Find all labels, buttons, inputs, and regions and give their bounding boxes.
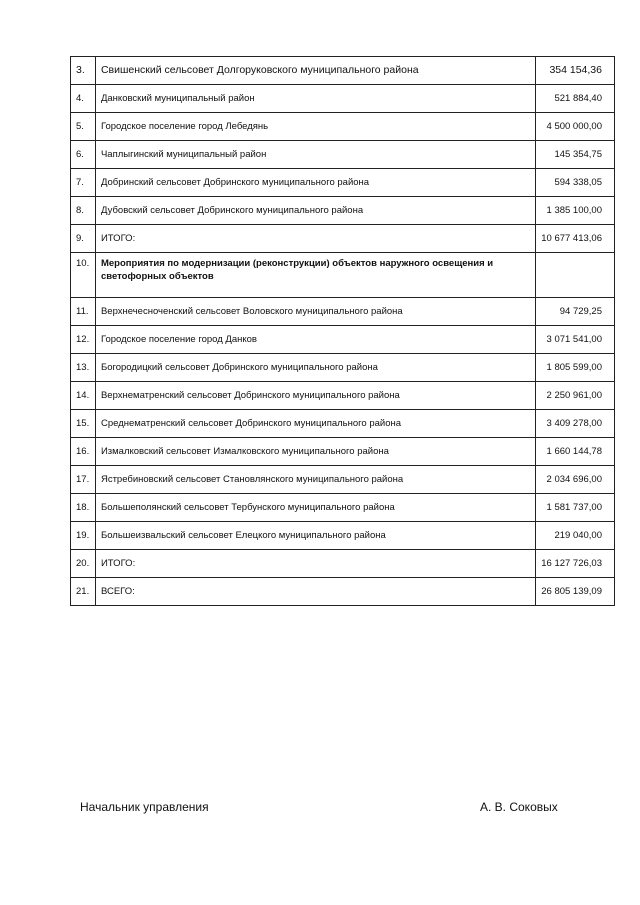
amount: 354 154,36 <box>535 57 614 85</box>
recipient-name: Измалковский сельсовет Измалковского муниципального района <box>95 438 535 466</box>
row-number: 7. <box>71 169 96 197</box>
row-number: 20. <box>71 550 96 578</box>
recipient-name: Большеполянский сельсовет Тербунского муниципального района <box>95 494 535 522</box>
table-row <box>71 326 615 354</box>
table-row <box>71 57 615 85</box>
table-row <box>71 438 615 466</box>
row-number: 16. <box>71 438 96 466</box>
table-row <box>71 466 615 494</box>
recipient-name: ИТОГО: <box>95 550 535 578</box>
row-number: 19. <box>71 522 96 550</box>
row-number: 8. <box>71 197 96 225</box>
table-row <box>71 85 615 113</box>
recipient-name: Городское поселение город Данков <box>95 326 535 354</box>
row-number: 4. <box>71 85 96 113</box>
amount: 2 034 696,00 <box>535 466 614 494</box>
allocation-table <box>70 56 615 606</box>
amount <box>535 253 614 298</box>
table-row <box>71 410 615 438</box>
row-number: 14. <box>71 382 96 410</box>
recipient-name: Богородицкий сельсовет Добринского муниципального района <box>95 354 535 382</box>
amount: 3 409 278,00 <box>535 410 614 438</box>
row-number: 10. <box>71 253 96 298</box>
subtotal-row <box>71 225 615 253</box>
amount: 1 385 100,00 <box>535 197 614 225</box>
row-number: 9. <box>71 225 96 253</box>
recipient-name: Среднематренский сельсовет Добринского муниципального района <box>95 410 535 438</box>
recipient-name: Городское поселение город Лебедянь <box>95 113 535 141</box>
subtotal-amount: 10 677 413,06 <box>535 225 614 253</box>
row-number: 18. <box>71 494 96 522</box>
amount: 219 040,00 <box>535 522 614 550</box>
table-row <box>71 113 615 141</box>
subtotal-label: ИТОГО: <box>95 225 535 253</box>
amount: 521 884,40 <box>535 85 614 113</box>
recipient-name: Данковский муниципальный район <box>95 85 535 113</box>
row-number: 17. <box>71 466 96 494</box>
amount: 16 127 726,03 <box>535 550 614 578</box>
row-number: 11. <box>71 298 96 326</box>
table-row <box>71 354 615 382</box>
row-number: 15. <box>71 410 96 438</box>
amount: 594 338,05 <box>535 169 614 197</box>
recipient-name: Свишенский сельсовет Долгоруковского муниципального района <box>95 57 535 85</box>
table-row <box>71 141 615 169</box>
section-title: Мероприятия по модернизации (реконструкции) объектов наружного освещения и светофорных объектов <box>95 253 535 298</box>
amount: 1 660 144,78 <box>535 438 614 466</box>
table-row <box>71 197 615 225</box>
amount: 94 729,25 <box>535 298 614 326</box>
row-number: 21. <box>71 578 96 606</box>
amount: 4 500 000,00 <box>535 113 614 141</box>
recipient-name: Чаплыгинский муниципальный район <box>95 141 535 169</box>
amount: 145 354,75 <box>535 141 614 169</box>
table-row <box>71 382 615 410</box>
recipient-name: Дубовский сельсовет Добринского муниципального района <box>95 197 535 225</box>
section-header-row <box>71 253 615 298</box>
row-number: 6. <box>71 141 96 169</box>
table-row <box>71 550 615 578</box>
table-row <box>71 169 615 197</box>
amount: 26 805 139,09 <box>535 578 614 606</box>
signatory-position: Начальник управления <box>80 800 209 814</box>
amount: 2 250 961,00 <box>535 382 614 410</box>
recipient-name: Добринский сельсовет Добринского муниципального района <box>95 169 535 197</box>
recipient-name: Верхнечесноченский сельсовет Воловского муниципального района <box>95 298 535 326</box>
recipient-name: Ястребиновский сельсовет Становлянского муниципального района <box>95 466 535 494</box>
table-row <box>71 578 615 606</box>
amount: 1 581 737,00 <box>535 494 614 522</box>
recipient-name: Большеизвальский сельсовет Елецкого муниципального района <box>95 522 535 550</box>
amount: 1 805 599,00 <box>535 354 614 382</box>
row-number: 5. <box>71 113 96 141</box>
recipient-name: ВСЕГО: <box>95 578 535 606</box>
amount: 3 071 541,00 <box>535 326 614 354</box>
table-row <box>71 522 615 550</box>
row-number: 13. <box>71 354 96 382</box>
table-row <box>71 494 615 522</box>
row-number: 3. <box>71 57 96 85</box>
signatory-name: А. В. Соковых <box>480 800 558 814</box>
row-number: 12. <box>71 326 96 354</box>
table-row <box>71 298 615 326</box>
recipient-name: Верхнематренский сельсовет Добринского муниципального района <box>95 382 535 410</box>
